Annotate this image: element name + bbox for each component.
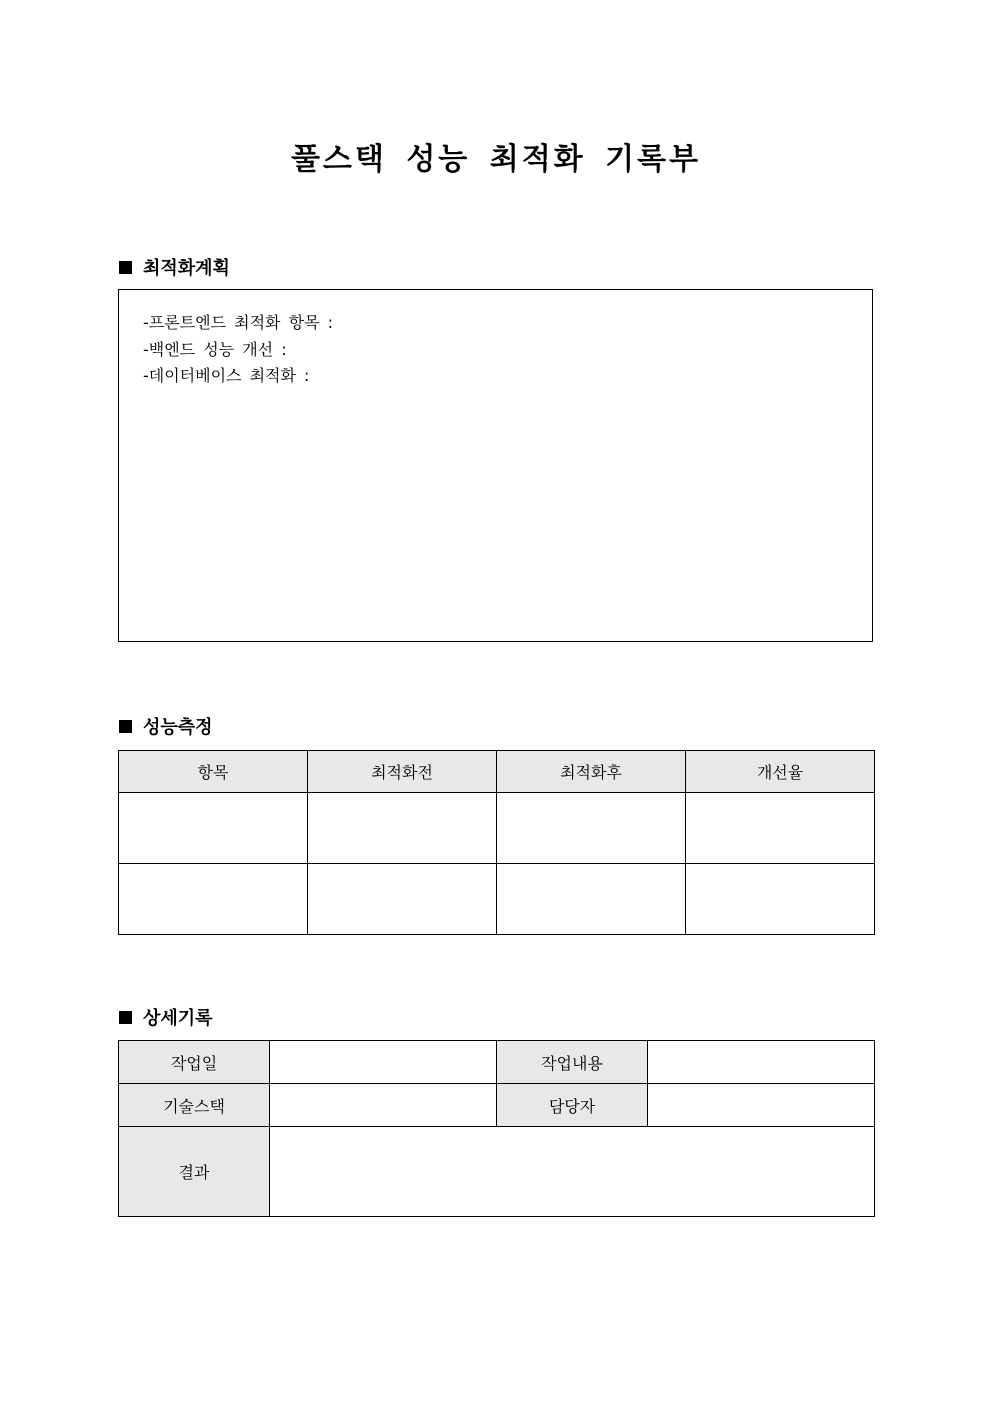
page-title: 풀스택 성능 최적화 기록부 bbox=[290, 142, 702, 177]
table-cell[interactable] bbox=[308, 793, 497, 864]
plan-line-backend: -백엔드 성능 개선 : bbox=[143, 339, 287, 359]
table-cell[interactable] bbox=[497, 793, 686, 864]
assignee-field[interactable] bbox=[648, 1084, 875, 1127]
column-header-item: 항목 bbox=[119, 751, 308, 793]
section-heading-measurement bbox=[119, 713, 213, 739]
plan-line-frontend: -프론트엔드 최적화 항목 : bbox=[143, 313, 333, 332]
work-content-field[interactable] bbox=[648, 1041, 875, 1084]
assignee-label: 담당자 bbox=[497, 1084, 648, 1127]
column-header-improvement: 개선율 bbox=[686, 751, 875, 793]
result-field[interactable] bbox=[270, 1127, 875, 1217]
table-cell[interactable] bbox=[119, 864, 308, 935]
performance-table bbox=[118, 750, 875, 935]
tech-stack-label: 기술스택 bbox=[119, 1084, 270, 1127]
detail-table bbox=[118, 1040, 875, 1217]
column-header-after: 최적화후 bbox=[497, 751, 686, 793]
table-cell[interactable] bbox=[686, 864, 875, 935]
work-content-label: 작업내용 bbox=[497, 1041, 648, 1084]
table-header-row bbox=[119, 751, 875, 793]
plan-line-database: -데이터베이스 최적화 : bbox=[143, 366, 310, 385]
square-bullet-icon bbox=[119, 720, 132, 733]
column-header-before: 최적화전 bbox=[308, 751, 497, 793]
table-row bbox=[119, 1041, 875, 1084]
table-row bbox=[119, 1084, 875, 1127]
plan-text-area[interactable] bbox=[118, 289, 873, 642]
table-row bbox=[119, 1127, 875, 1217]
section-heading-label: 성능측정 bbox=[143, 717, 213, 738]
result-label: 결과 bbox=[119, 1127, 270, 1217]
section-heading-label: 상세기록 bbox=[143, 1008, 213, 1029]
square-bullet-icon bbox=[119, 1011, 132, 1024]
square-bullet-icon bbox=[119, 261, 132, 274]
table-cell[interactable] bbox=[308, 864, 497, 935]
table-cell[interactable] bbox=[119, 793, 308, 864]
work-date-label: 작업일 bbox=[119, 1041, 270, 1084]
tech-stack-field[interactable] bbox=[270, 1084, 497, 1127]
work-date-field[interactable] bbox=[270, 1041, 497, 1084]
table-cell[interactable] bbox=[686, 793, 875, 864]
section-heading-detail bbox=[119, 1004, 213, 1030]
table-row bbox=[119, 793, 875, 864]
section-heading-plan bbox=[119, 254, 230, 280]
section-heading-label: 최적화계획 bbox=[143, 258, 230, 279]
table-cell[interactable] bbox=[497, 864, 686, 935]
table-row bbox=[119, 864, 875, 935]
